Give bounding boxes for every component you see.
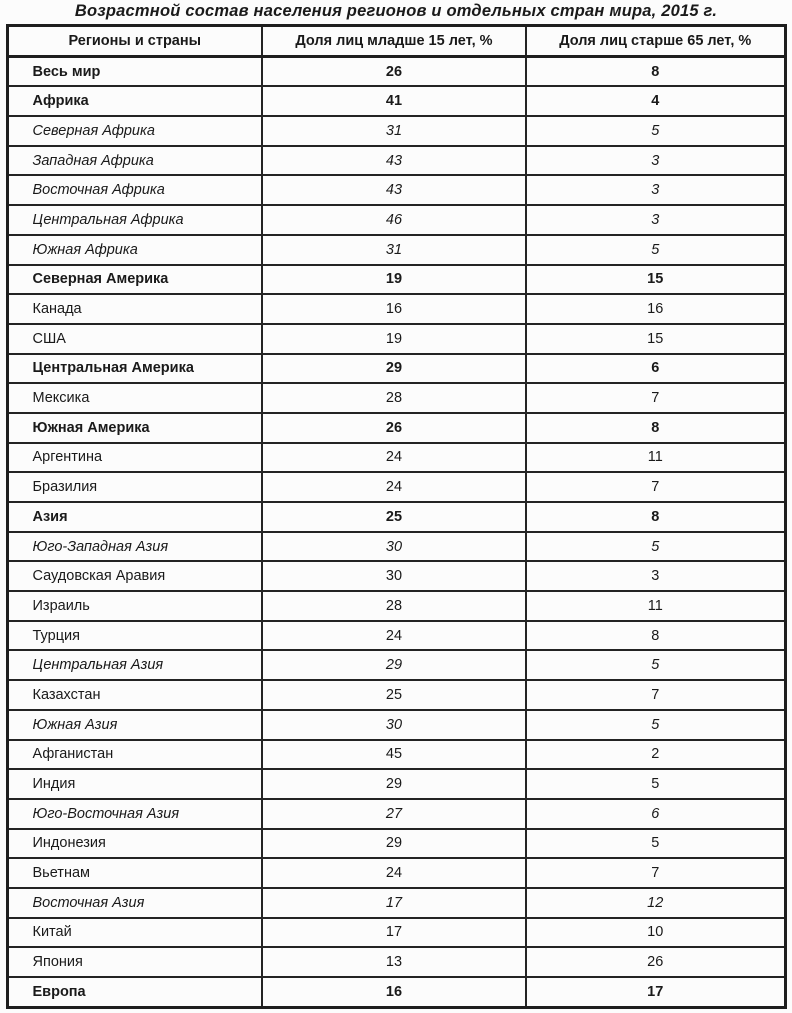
over65-value-cell: 3 <box>526 175 785 205</box>
under15-value-cell: 29 <box>262 769 526 799</box>
over65-value-cell: 5 <box>526 532 785 562</box>
over65-value-cell: 5 <box>526 829 785 859</box>
region-name-cell: Восточная Азия <box>7 888 262 918</box>
under15-value-cell: 28 <box>262 591 526 621</box>
under15-value-cell: 25 <box>262 502 526 532</box>
over65-value-cell: 3 <box>526 146 785 176</box>
table-row <box>7 532 785 562</box>
under15-value-cell: 29 <box>262 354 526 384</box>
region-name-cell: Центральная Азия <box>7 650 262 680</box>
under15-value-cell: 24 <box>262 858 526 888</box>
under15-value-cell: 19 <box>262 324 526 354</box>
over65-value-cell: 7 <box>526 858 785 888</box>
under15-value-cell: 24 <box>262 472 526 502</box>
under15-value-cell: 43 <box>262 175 526 205</box>
region-name-cell: Северная Америка <box>7 265 262 295</box>
over65-value-cell: 3 <box>526 561 785 591</box>
table-row <box>7 265 785 295</box>
over65-value-cell: 6 <box>526 799 785 829</box>
over65-value-cell: 8 <box>526 413 785 443</box>
over65-value-cell: 3 <box>526 205 785 235</box>
under15-value-cell: 43 <box>262 146 526 176</box>
over65-value-cell: 5 <box>526 235 785 265</box>
under15-value-cell: 45 <box>262 740 526 770</box>
over65-value-cell: 5 <box>526 650 785 680</box>
table-row <box>7 918 785 948</box>
under15-value-cell: 29 <box>262 829 526 859</box>
over65-value-cell: 2 <box>526 740 785 770</box>
region-name-cell: Европа <box>7 977 262 1007</box>
table-row <box>7 324 785 354</box>
table-row <box>7 502 785 532</box>
over65-value-cell: 26 <box>526 947 785 977</box>
column-header-over65: Доля лиц старше 65 лет, % <box>526 26 785 57</box>
over65-value-cell: 5 <box>526 769 785 799</box>
under15-value-cell: 16 <box>262 294 526 324</box>
under15-value-cell: 30 <box>262 710 526 740</box>
table-row <box>7 710 785 740</box>
table-row <box>7 146 785 176</box>
over65-value-cell: 6 <box>526 354 785 384</box>
table-row <box>7 443 785 473</box>
region-name-cell: США <box>7 324 262 354</box>
region-name-cell: Весь мир <box>7 56 262 86</box>
under15-value-cell: 26 <box>262 413 526 443</box>
region-name-cell: Южная Африка <box>7 235 262 265</box>
table-row <box>7 888 785 918</box>
table-row <box>7 740 785 770</box>
region-name-cell: Западная Африка <box>7 146 262 176</box>
table-row <box>7 175 785 205</box>
region-name-cell: Африка <box>7 86 262 116</box>
over65-value-cell: 7 <box>526 472 785 502</box>
under15-value-cell: 28 <box>262 383 526 413</box>
region-name-cell: Юго-Западная Азия <box>7 532 262 562</box>
region-name-cell: Бразилия <box>7 472 262 502</box>
region-name-cell: Центральная Африка <box>7 205 262 235</box>
table-body <box>7 56 785 1007</box>
region-name-cell: Израиль <box>7 591 262 621</box>
under15-value-cell: 25 <box>262 680 526 710</box>
region-name-cell: Мексика <box>7 383 262 413</box>
header-row <box>7 26 785 57</box>
under15-value-cell: 30 <box>262 532 526 562</box>
table-row <box>7 413 785 443</box>
under15-value-cell: 31 <box>262 116 526 146</box>
under15-value-cell: 46 <box>262 205 526 235</box>
table-row <box>7 354 785 384</box>
region-name-cell: Азия <box>7 502 262 532</box>
population-age-table <box>6 24 787 1009</box>
over65-value-cell: 5 <box>526 116 785 146</box>
region-name-cell: Северная Африка <box>7 116 262 146</box>
table-row <box>7 205 785 235</box>
table-row <box>7 235 785 265</box>
table-row <box>7 680 785 710</box>
region-name-cell: Индонезия <box>7 829 262 859</box>
region-name-cell: Восточная Африка <box>7 175 262 205</box>
over65-value-cell: 12 <box>526 888 785 918</box>
region-name-cell: Южная Азия <box>7 710 262 740</box>
over65-value-cell: 4 <box>526 86 785 116</box>
table-row <box>7 829 785 859</box>
table-row <box>7 86 785 116</box>
table-row <box>7 591 785 621</box>
under15-value-cell: 16 <box>262 977 526 1007</box>
over65-value-cell: 8 <box>526 621 785 651</box>
under15-value-cell: 41 <box>262 86 526 116</box>
region-name-cell: Индия <box>7 769 262 799</box>
over65-value-cell: 7 <box>526 383 785 413</box>
over65-value-cell: 10 <box>526 918 785 948</box>
region-name-cell: Вьетнам <box>7 858 262 888</box>
under15-value-cell: 26 <box>262 56 526 86</box>
under15-value-cell: 31 <box>262 235 526 265</box>
under15-value-cell: 13 <box>262 947 526 977</box>
over65-value-cell: 11 <box>526 443 785 473</box>
region-name-cell: Южная Америка <box>7 413 262 443</box>
region-name-cell: Турция <box>7 621 262 651</box>
over65-value-cell: 5 <box>526 710 785 740</box>
table-row <box>7 116 785 146</box>
under15-value-cell: 24 <box>262 443 526 473</box>
under15-value-cell: 17 <box>262 888 526 918</box>
table-row <box>7 947 785 977</box>
table-row <box>7 769 785 799</box>
table-row <box>7 472 785 502</box>
table-row <box>7 56 785 86</box>
region-name-cell: Япония <box>7 947 262 977</box>
region-name-cell: Китай <box>7 918 262 948</box>
over65-value-cell: 16 <box>526 294 785 324</box>
table-row <box>7 561 785 591</box>
region-name-cell: Саудовская Аравия <box>7 561 262 591</box>
column-header-under15: Доля лиц младше 15 лет, % <box>262 26 526 57</box>
region-name-cell: Афганистан <box>7 740 262 770</box>
region-name-cell: Аргентина <box>7 443 262 473</box>
under15-value-cell: 24 <box>262 621 526 651</box>
under15-value-cell: 17 <box>262 918 526 948</box>
region-name-cell: Канада <box>7 294 262 324</box>
table-row <box>7 977 785 1007</box>
over65-value-cell: 11 <box>526 591 785 621</box>
over65-value-cell: 8 <box>526 502 785 532</box>
region-name-cell: Центральная Америка <box>7 354 262 384</box>
table-row <box>7 799 785 829</box>
table-row <box>7 621 785 651</box>
table-row <box>7 858 785 888</box>
over65-value-cell: 7 <box>526 680 785 710</box>
region-name-cell: Казахстан <box>7 680 262 710</box>
over65-value-cell: 8 <box>526 56 785 86</box>
column-header-regions: Регионы и страны <box>7 26 262 57</box>
under15-value-cell: 27 <box>262 799 526 829</box>
table-row <box>7 383 785 413</box>
under15-value-cell: 30 <box>262 561 526 591</box>
over65-value-cell: 17 <box>526 977 785 1007</box>
region-name-cell: Юго-Восточная Азия <box>7 799 262 829</box>
under15-value-cell: 29 <box>262 650 526 680</box>
table-title: Возрастной состав населения регионов и отдельных стран мира, 2015 г. <box>74 2 718 20</box>
table-row <box>7 294 785 324</box>
over65-value-cell: 15 <box>526 265 785 295</box>
under15-value-cell: 19 <box>262 265 526 295</box>
over65-value-cell: 15 <box>526 324 785 354</box>
table-row <box>7 650 785 680</box>
